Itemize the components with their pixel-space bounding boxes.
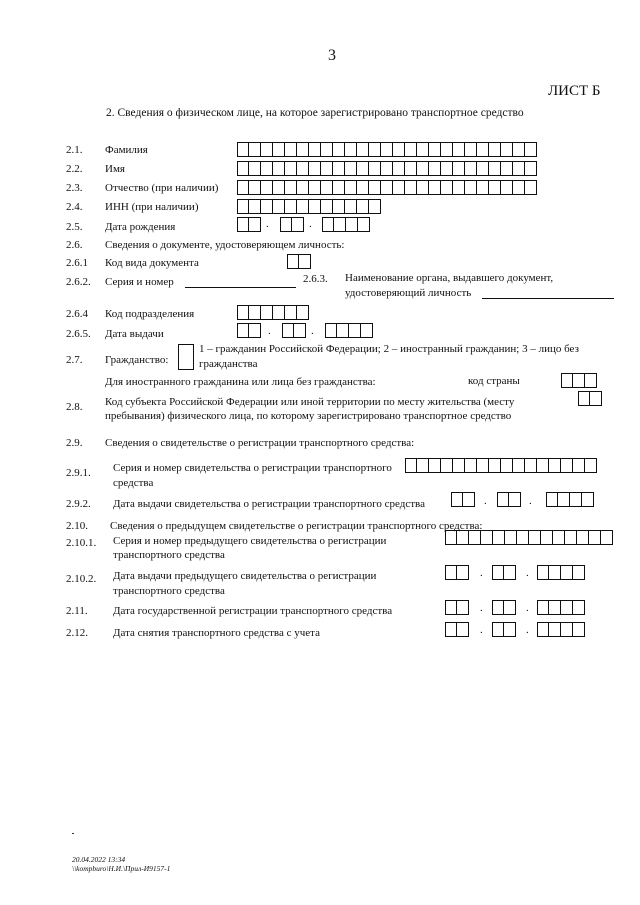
char-cell[interactable] xyxy=(357,180,369,195)
row-num: 2.6. xyxy=(66,239,83,251)
char-cell[interactable] xyxy=(273,199,285,214)
row-label: Код субъекта Российской Федерации или иной территории по месту жительства (месту xyxy=(105,396,515,408)
char-cell[interactable] xyxy=(582,492,594,507)
issuer-line[interactable] xyxy=(482,298,614,299)
issue-day-field[interactable] xyxy=(237,323,261,338)
char-cell[interactable] xyxy=(493,530,505,545)
birth-year-field[interactable] xyxy=(322,217,370,232)
char-cell[interactable] xyxy=(249,142,261,157)
char-cell[interactable] xyxy=(525,458,537,473)
issue-year-field[interactable] xyxy=(325,323,373,338)
char-cell[interactable] xyxy=(492,622,504,637)
char-cell[interactable] xyxy=(441,161,453,176)
row-label: Отчество (при наличии) xyxy=(105,182,219,194)
char-cell[interactable] xyxy=(285,142,297,157)
char-cell[interactable] xyxy=(292,217,304,232)
char-cell[interactable] xyxy=(489,142,501,157)
row-label: Серия и номер свидетельства о регистрации транспортного xyxy=(113,462,392,474)
char-cell[interactable] xyxy=(505,530,517,545)
char-cell[interactable] xyxy=(417,180,429,195)
row-num: 2.4. xyxy=(66,201,83,213)
char-cell[interactable] xyxy=(453,142,465,157)
char-cell[interactable] xyxy=(463,492,475,507)
char-cell[interactable] xyxy=(501,180,513,195)
char-cell[interactable] xyxy=(525,142,537,157)
char-cell[interactable] xyxy=(501,161,513,176)
char-cell[interactable] xyxy=(361,323,373,338)
issuer-label: Наименование органа, выдавшего документ, xyxy=(345,272,554,284)
citizenship-options: 1 – гражданин Российской Федерации; 2 – иностранный гражданин; 3 – лицо без xyxy=(199,343,579,355)
char-cell[interactable] xyxy=(445,530,457,545)
row-num: 2.11. xyxy=(66,605,88,617)
char-cell[interactable] xyxy=(513,161,525,176)
char-cell[interactable] xyxy=(549,565,561,580)
char-cell[interactable] xyxy=(321,161,333,176)
row-label: Код вида документа xyxy=(105,257,199,269)
char-cell[interactable] xyxy=(393,142,405,157)
section-title: 2. Сведения о физическом лице, на которое зарегистрировано транспортное средство xyxy=(106,107,524,119)
char-cell[interactable] xyxy=(321,142,333,157)
issue-month-field[interactable] xyxy=(282,323,306,338)
char-cell[interactable] xyxy=(561,622,573,637)
char-cell[interactable] xyxy=(237,323,249,338)
char-cell[interactable] xyxy=(537,565,549,580)
char-cell[interactable] xyxy=(309,199,321,214)
row-label: Сведения о предыдущем свидетельстве о регистрации транспортного средства: xyxy=(110,520,483,532)
page-number: 3 xyxy=(328,47,336,64)
char-cell[interactable] xyxy=(405,458,417,473)
char-cell[interactable] xyxy=(561,373,573,388)
char-cell[interactable] xyxy=(590,391,602,406)
char-cell[interactable] xyxy=(489,161,501,176)
char-cell[interactable] xyxy=(237,217,249,232)
char-cell[interactable] xyxy=(369,142,381,157)
char-cell[interactable] xyxy=(321,180,333,195)
char-cell[interactable] xyxy=(429,458,441,473)
char-cell[interactable] xyxy=(445,565,457,580)
char-cell[interactable] xyxy=(501,458,513,473)
char-cell[interactable] xyxy=(465,458,477,473)
char-cell[interactable] xyxy=(346,217,358,232)
char-cell[interactable] xyxy=(393,180,405,195)
deregistration-month-field[interactable] xyxy=(492,622,516,637)
char-cell[interactable] xyxy=(273,161,285,176)
char-cell[interactable] xyxy=(529,530,541,545)
char-cell[interactable] xyxy=(309,161,321,176)
char-cell[interactable] xyxy=(249,217,261,232)
char-cell[interactable] xyxy=(417,458,429,473)
char-cell[interactable] xyxy=(504,622,516,637)
char-cell[interactable] xyxy=(573,622,585,637)
char-cell[interactable] xyxy=(558,492,570,507)
char-cell[interactable] xyxy=(325,323,337,338)
char-cell[interactable] xyxy=(285,180,297,195)
deregistration-year-field[interactable] xyxy=(537,622,585,637)
row-label: Серия и номер предыдущего свидетельства о регистрации xyxy=(113,535,387,547)
char-cell[interactable] xyxy=(513,458,525,473)
char-cell[interactable] xyxy=(561,458,573,473)
registration-year-field[interactable] xyxy=(537,600,585,615)
char-cell[interactable] xyxy=(465,142,477,157)
char-cell[interactable] xyxy=(249,161,261,176)
country-code-field[interactable] xyxy=(561,373,597,388)
char-cell[interactable] xyxy=(297,305,309,320)
registration-month-field[interactable] xyxy=(492,600,516,615)
char-cell[interactable] xyxy=(585,458,597,473)
char-cell[interactable] xyxy=(309,180,321,195)
char-cell[interactable] xyxy=(457,565,469,580)
certificate-day-field[interactable] xyxy=(451,492,475,507)
char-cell[interactable] xyxy=(578,391,590,406)
char-cell[interactable] xyxy=(541,530,553,545)
char-cell[interactable] xyxy=(261,142,273,157)
first-name-field[interactable] xyxy=(237,161,537,176)
row-label: Дата выдачи предыдущего свидетельства о регистрации xyxy=(113,570,377,582)
char-cell[interactable] xyxy=(573,565,585,580)
char-cell[interactable] xyxy=(537,600,549,615)
char-cell[interactable] xyxy=(282,323,294,338)
row-num: 2.6.5. xyxy=(66,328,91,340)
region-code-field[interactable] xyxy=(578,391,602,406)
char-cell[interactable] xyxy=(417,161,429,176)
char-cell[interactable] xyxy=(573,373,585,388)
char-cell[interactable] xyxy=(453,180,465,195)
char-cell[interactable] xyxy=(525,180,537,195)
row-label: Дата рождения xyxy=(105,221,176,233)
char-cell[interactable] xyxy=(381,180,393,195)
char-cell[interactable] xyxy=(457,530,469,545)
registration-day-field[interactable] xyxy=(445,600,469,615)
char-cell[interactable] xyxy=(570,492,582,507)
row-num: 2.10. xyxy=(66,520,88,532)
prev-certificate-month-field[interactable] xyxy=(492,565,516,580)
char-cell[interactable] xyxy=(561,600,573,615)
row-num: 2.2. xyxy=(66,163,83,175)
char-cell[interactable] xyxy=(237,199,249,214)
doc-series-number-line[interactable] xyxy=(185,287,296,288)
char-cell[interactable] xyxy=(517,530,529,545)
char-cell[interactable] xyxy=(381,161,393,176)
row-label: Дата выдачи xyxy=(105,328,164,340)
char-cell[interactable] xyxy=(481,530,493,545)
row-label: Фамилия xyxy=(105,144,148,156)
char-cell[interactable] xyxy=(297,199,309,214)
char-cell[interactable] xyxy=(453,458,465,473)
footer-timestamp: 20.04.2022 13:34 xyxy=(72,855,126,864)
char-cell[interactable] xyxy=(345,142,357,157)
row-num: 2.7. xyxy=(66,354,83,366)
char-cell[interactable] xyxy=(357,142,369,157)
char-cell[interactable] xyxy=(321,199,333,214)
char-cell[interactable] xyxy=(513,180,525,195)
char-cell[interactable] xyxy=(429,161,441,176)
row-num: 2.9. xyxy=(66,437,83,449)
row-num: 2.8. xyxy=(66,401,83,413)
char-cell[interactable] xyxy=(465,180,477,195)
char-cell[interactable] xyxy=(249,199,261,214)
char-cell[interactable] xyxy=(285,161,297,176)
row-num: 2.10.2. xyxy=(66,573,97,585)
char-cell[interactable] xyxy=(249,305,261,320)
row-num: 2.3. xyxy=(66,182,83,194)
char-cell[interactable] xyxy=(369,161,381,176)
row-label: Дата выдачи свидетельства о регистрации транспортного средства xyxy=(113,498,425,510)
char-cell[interactable] xyxy=(525,161,537,176)
char-cell[interactable] xyxy=(345,180,357,195)
char-cell[interactable] xyxy=(273,142,285,157)
char-cell[interactable] xyxy=(441,142,453,157)
char-cell[interactable] xyxy=(549,458,561,473)
char-cell[interactable] xyxy=(357,161,369,176)
char-cell[interactable] xyxy=(249,323,261,338)
char-cell[interactable] xyxy=(357,199,369,214)
char-cell[interactable] xyxy=(445,622,457,637)
row-num: 2.9.2. xyxy=(66,498,91,510)
char-cell[interactable] xyxy=(451,492,463,507)
row-label: пребывания) физического лица, по которому зарегистрировано транспортное средство xyxy=(105,410,512,422)
birth-month-field[interactable] xyxy=(280,217,304,232)
row-num: 2.9.1. xyxy=(66,467,91,479)
char-cell[interactable] xyxy=(369,199,381,214)
citizenship-options: гражданства xyxy=(199,358,258,370)
char-cell[interactable] xyxy=(497,492,509,507)
char-cell[interactable] xyxy=(261,199,273,214)
char-cell[interactable] xyxy=(441,180,453,195)
row-label: Сведения о документе, удостоверяющем личность: xyxy=(105,239,345,251)
citizenship-box[interactable] xyxy=(178,344,194,370)
prev-certificate-year-field[interactable] xyxy=(537,565,585,580)
char-cell[interactable] xyxy=(509,492,521,507)
char-cell[interactable] xyxy=(573,600,585,615)
char-cell[interactable] xyxy=(337,323,349,338)
prev-certificate-series-number-field[interactable] xyxy=(445,530,613,545)
row-label: транспортного средства xyxy=(113,585,225,597)
char-cell[interactable] xyxy=(429,142,441,157)
char-cell[interactable] xyxy=(465,161,477,176)
char-cell[interactable] xyxy=(261,305,273,320)
char-cell[interactable] xyxy=(333,180,345,195)
row-num: 2.6.4 xyxy=(66,308,88,320)
char-cell[interactable] xyxy=(546,492,558,507)
row-label: Серия и номер xyxy=(105,276,174,288)
char-cell[interactable] xyxy=(345,161,357,176)
char-cell[interactable] xyxy=(405,180,417,195)
char-cell[interactable] xyxy=(237,161,249,176)
char-cell[interactable] xyxy=(417,142,429,157)
char-cell[interactable] xyxy=(489,458,501,473)
row-label: Код подразделения xyxy=(105,308,195,320)
char-cell[interactable] xyxy=(249,180,261,195)
row-label: Сведения о свидетельстве о регистрации транспортного средства: xyxy=(105,437,415,449)
char-cell[interactable] xyxy=(333,142,345,157)
char-cell[interactable] xyxy=(345,199,357,214)
char-cell[interactable] xyxy=(297,161,309,176)
char-cell[interactable] xyxy=(369,180,381,195)
row-label: ИНН (при наличии) xyxy=(105,201,199,213)
char-cell[interactable] xyxy=(349,323,361,338)
char-cell[interactable] xyxy=(477,142,489,157)
char-cell[interactable] xyxy=(457,600,469,615)
inn-field[interactable] xyxy=(237,199,381,214)
char-cell[interactable] xyxy=(261,180,273,195)
char-cell[interactable] xyxy=(601,530,613,545)
char-cell[interactable] xyxy=(299,254,311,269)
birth-day-field[interactable] xyxy=(237,217,261,232)
row-num: 2.5. xyxy=(66,221,83,233)
char-cell[interactable] xyxy=(585,373,597,388)
char-cell[interactable] xyxy=(477,161,489,176)
char-cell[interactable] xyxy=(537,458,549,473)
char-cell[interactable] xyxy=(297,142,309,157)
char-cell[interactable] xyxy=(333,199,345,214)
prev-certificate-day-field[interactable] xyxy=(445,565,469,580)
surname-field[interactable] xyxy=(237,142,537,157)
char-cell[interactable] xyxy=(477,458,489,473)
row-num: 2.10.1. xyxy=(66,537,97,549)
doc-type-code-field[interactable] xyxy=(287,254,311,269)
char-cell[interactable] xyxy=(273,180,285,195)
division-code-field[interactable] xyxy=(237,305,309,320)
char-cell[interactable] xyxy=(237,180,249,195)
char-cell[interactable] xyxy=(513,142,525,157)
row-num: 2.6.2. xyxy=(66,276,91,288)
char-cell[interactable] xyxy=(285,305,297,320)
char-cell[interactable] xyxy=(453,161,465,176)
char-cell[interactable] xyxy=(405,142,417,157)
char-cell[interactable] xyxy=(549,622,561,637)
char-cell[interactable] xyxy=(492,565,504,580)
char-cell[interactable] xyxy=(469,530,481,545)
char-cell[interactable] xyxy=(549,600,561,615)
char-cell[interactable] xyxy=(297,180,309,195)
char-cell[interactable] xyxy=(429,180,441,195)
char-cell[interactable] xyxy=(309,142,321,157)
issuer-label: удостоверяющий личность xyxy=(345,287,472,299)
char-cell[interactable] xyxy=(322,217,334,232)
row-num: 2.1. xyxy=(66,144,83,156)
footer-file-path: \\kompburo\Н.И.\Прил-И9157-1 xyxy=(72,864,171,873)
row-label: Дата государственной регистрации транспортного средства xyxy=(113,605,393,617)
row-label: транспортного средства xyxy=(113,549,225,561)
char-cell[interactable] xyxy=(237,305,249,320)
char-cell[interactable] xyxy=(553,530,565,545)
row-label: Имя xyxy=(105,163,125,175)
certificate-year-field[interactable] xyxy=(546,492,594,507)
row-label: Дата снятия транспортного средства с учета xyxy=(113,627,320,639)
char-cell[interactable] xyxy=(489,180,501,195)
char-cell[interactable] xyxy=(381,142,393,157)
char-cell[interactable] xyxy=(237,142,249,157)
char-cell[interactable] xyxy=(457,622,469,637)
char-cell[interactable] xyxy=(561,565,573,580)
scan-mark xyxy=(72,833,74,834)
char-cell[interactable] xyxy=(285,199,297,214)
char-cell[interactable] xyxy=(273,305,285,320)
row-num: 2.12. xyxy=(66,627,88,639)
certificate-series-number-field[interactable] xyxy=(405,458,597,473)
char-cell[interactable] xyxy=(504,565,516,580)
char-cell[interactable] xyxy=(441,458,453,473)
char-cell[interactable] xyxy=(261,161,273,176)
deregistration-day-field[interactable] xyxy=(445,622,469,637)
char-cell[interactable] xyxy=(287,254,299,269)
char-cell[interactable] xyxy=(492,600,504,615)
char-cell[interactable] xyxy=(405,161,417,176)
char-cell[interactable] xyxy=(477,180,489,195)
char-cell[interactable] xyxy=(333,161,345,176)
char-cell[interactable] xyxy=(280,217,292,232)
char-cell[interactable] xyxy=(504,600,516,615)
row-num: 2.6.1 xyxy=(66,257,88,269)
char-cell[interactable] xyxy=(334,217,346,232)
char-cell[interactable] xyxy=(501,142,513,157)
char-cell[interactable] xyxy=(565,530,577,545)
row-label: Гражданство: xyxy=(105,354,169,366)
sheet-label: ЛИСТ Б xyxy=(548,83,601,99)
char-cell[interactable] xyxy=(589,530,601,545)
char-cell[interactable] xyxy=(577,530,589,545)
country-code-label: код страны xyxy=(468,375,520,387)
patronymic-field[interactable] xyxy=(237,180,537,195)
char-cell[interactable] xyxy=(393,161,405,176)
foreign-label: Для иностранного гражданина или лица без гражданства: xyxy=(105,376,376,388)
char-cell[interactable] xyxy=(294,323,306,338)
char-cell[interactable] xyxy=(573,458,585,473)
char-cell[interactable] xyxy=(537,622,549,637)
row-label: средства xyxy=(113,477,154,489)
char-cell[interactable] xyxy=(445,600,457,615)
certificate-month-field[interactable] xyxy=(497,492,521,507)
row-num: 2.6.3. xyxy=(303,273,328,285)
char-cell[interactable] xyxy=(358,217,370,232)
